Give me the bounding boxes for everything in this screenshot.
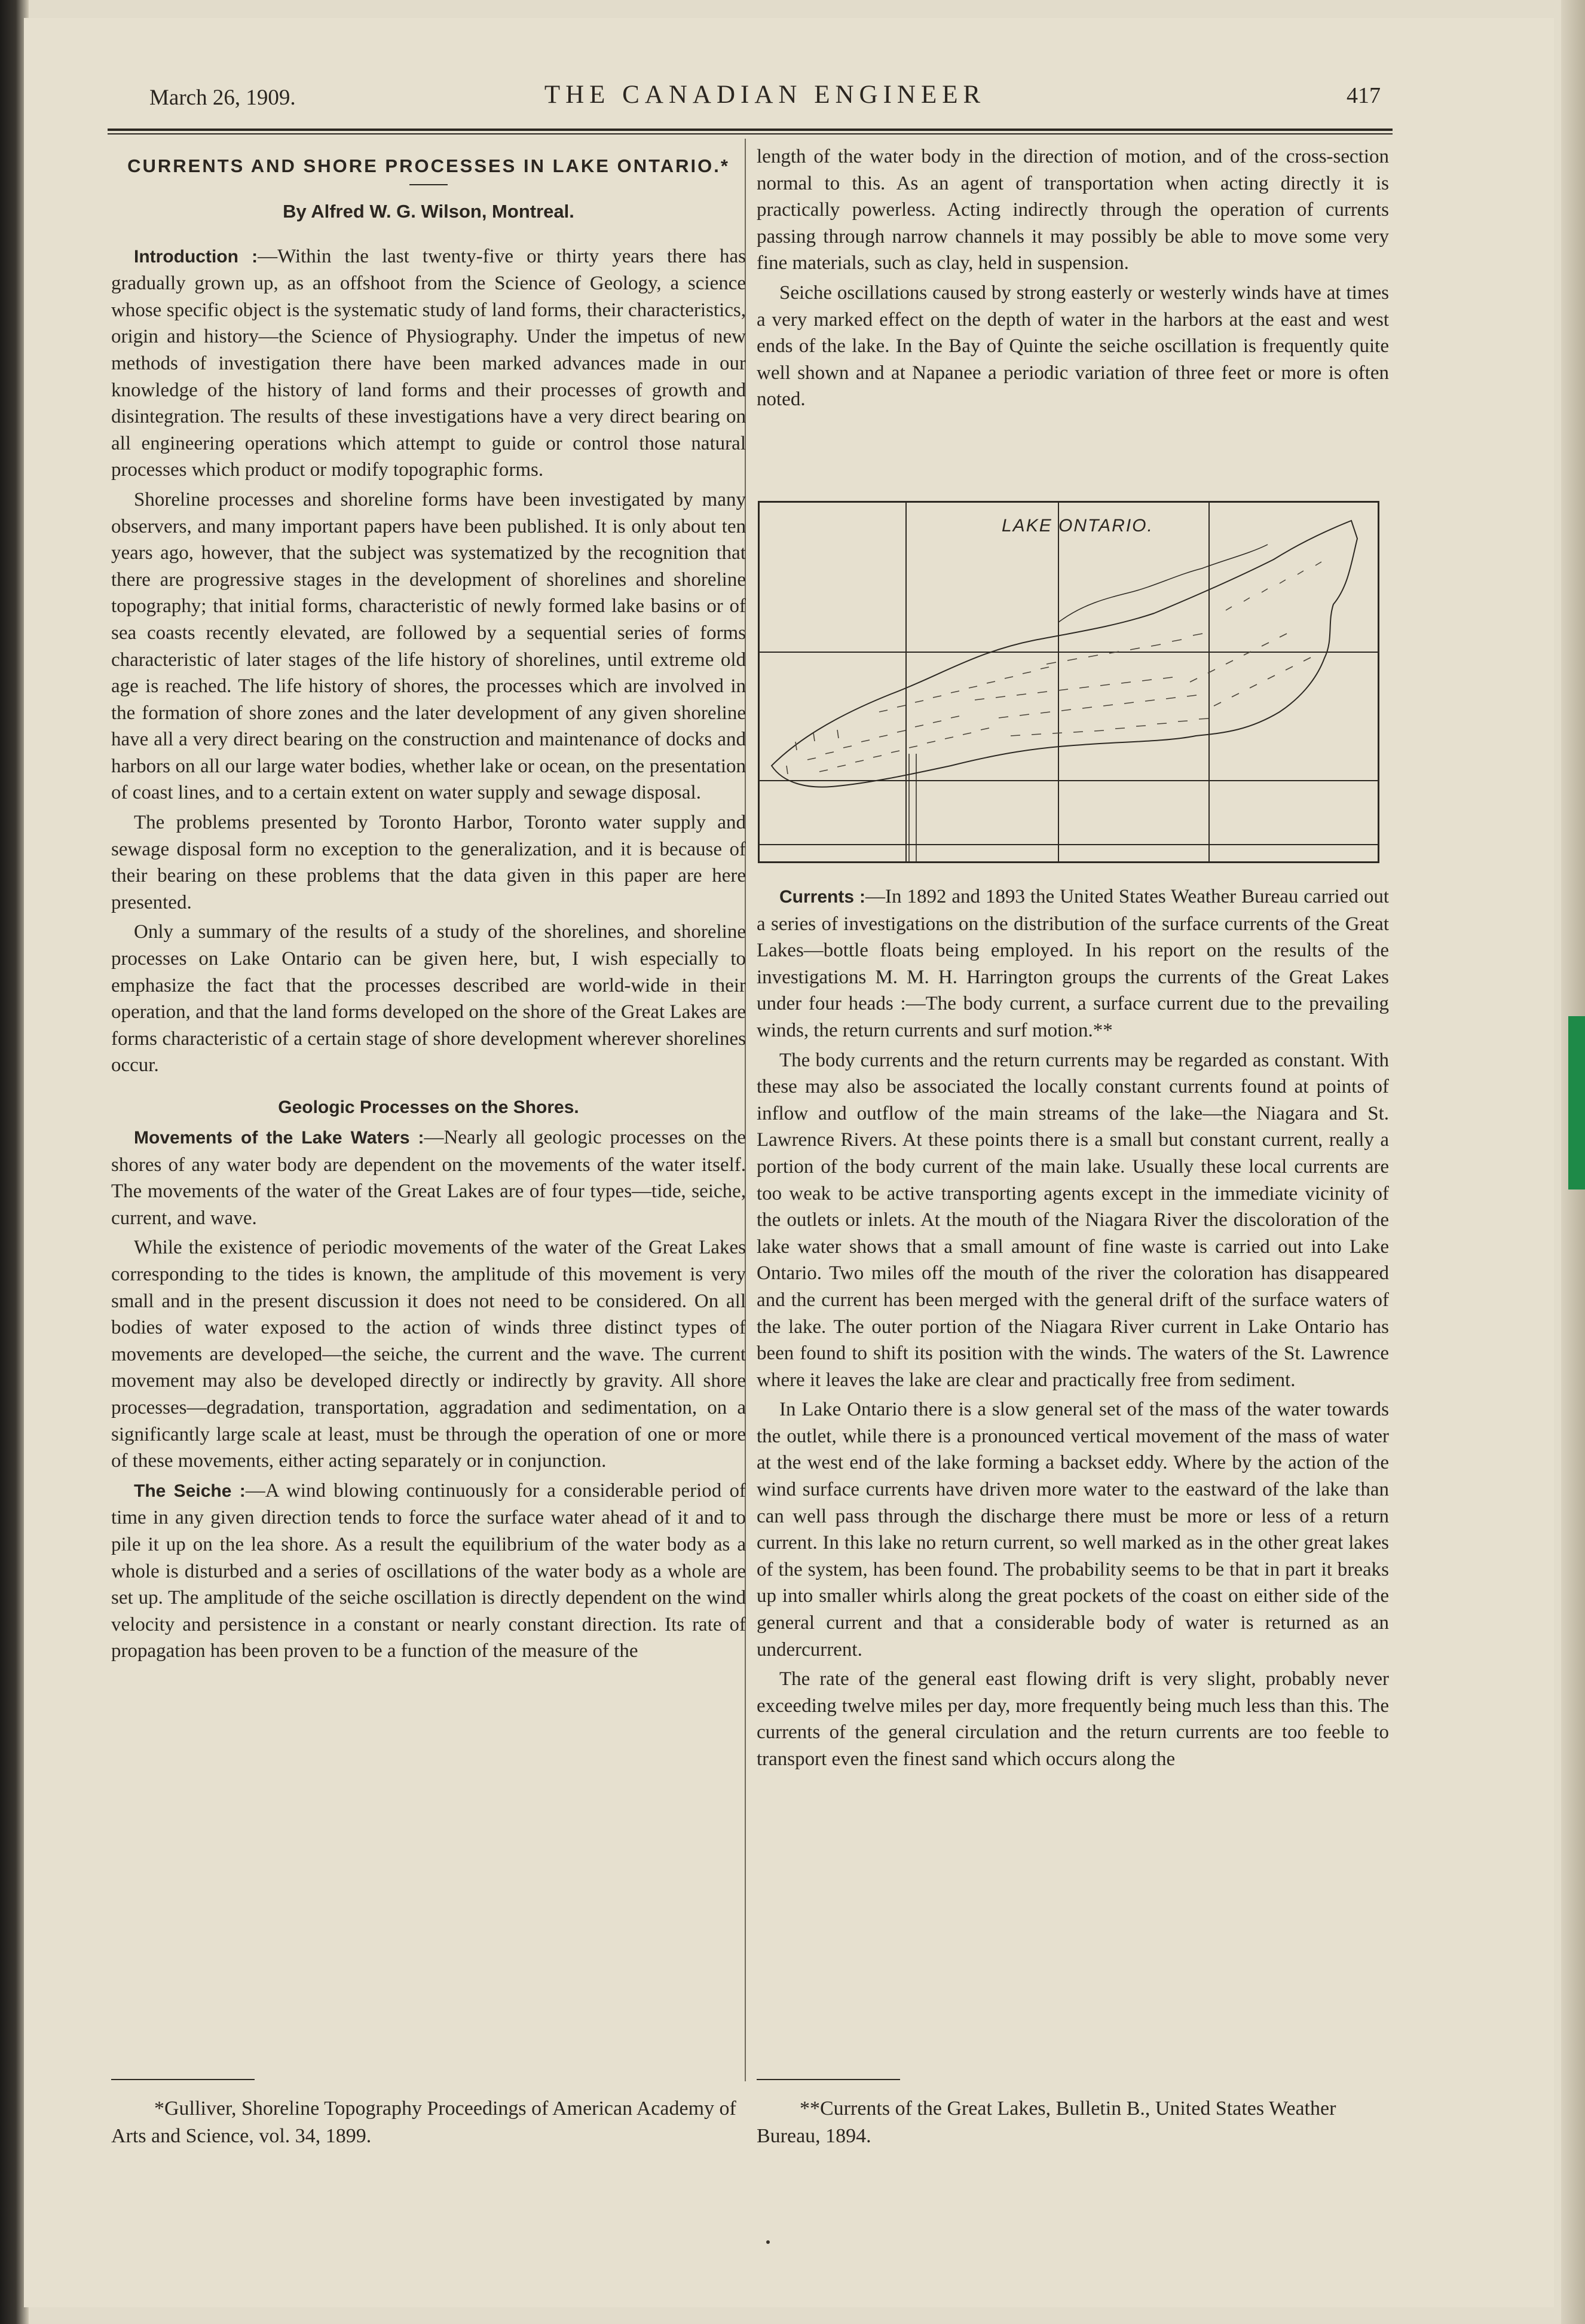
footnote-rule <box>757 2079 900 2080</box>
lead-currents: Currents : <box>779 887 866 907</box>
lake-ontario-map <box>758 501 1379 863</box>
paragraph: In Lake Ontario there is a slow general set of the mass of the water towards the outlet, while there is a pronounced vertical movement of the mass of water at the west end of the lake forming a backset eddy. Where by the action of the wind surface currents have driven more water to the eastward of the lake than can well pass through the discharge there must be more or less of a return current. In this lake no return current, so well marked as in the other great lakes of the system, has been found. The probability seems to be that in part it breaks up into smaller whirls along the great pockets of the coast on either side of the general current and that a considerable body of water is returned as an undercurrent. <box>757 1399 1389 1661</box>
paragraph: While the existence of periodic movements of the water of the Great Lakes corresponding to the tides is known, the amplitude of this movement is very small and in the present discussion it does not need to be considered. On all bodies of water exposed to the action of winds three distinct types of movements are developed—the seiche, the current and the wave. The current movement may also be developed directly or indirectly by gravity. All shore processes—degradation, transportation, aggradation and sedimentation, on a significantly large scale at least, must be through the operation of one or more of these movements, either acting separately or in conjunction. <box>111 1237 746 1472</box>
running-header <box>149 78 1381 120</box>
paragraph: The rate of the general east flowing drift is very slight, probably never exceeding twelve miles per day, more frequently being much less than this. The currents of the general circulation and the return currents are too feeble to transport even the finest sand which occurs along the <box>757 1668 1389 1770</box>
text-seiche: —A wind blowing continuously for a considerable period of time in any given direction tends to force the surface water ahead of it and to pile it up on the lea shore. As a result the equilibrium of the water body as a whole is disturbed and a series of oscillations of the water body as a whole are set up. The amplitude of the seiche oscillation is directly dependent on the wind velocity and persistence in a constant or nearly constant direction. Its rate of propagation has been proven to be a function of the measure of the <box>111 1479 746 1662</box>
paragraph: The problems presented by Toronto Harbor, Toronto water supply and sewage disposal form no exception to the generalization, and it is because of their bearing on these problems that the data given in this paper are here presented. <box>111 812 746 913</box>
paragraph: The body currents and the return currents may be regarded as constant. With these may also be associated the locally constant currents found at points of inflow and outflow of the main streams of the lake—the Niagara and St. Lawrence Rivers. At these points there is a small but constant current, really a portion of the body current of the main lake. Usually these local currents are too weak to be active transporting agents except in the immediate vicinity of the outlets or inlets. At the mouth of the Niagara River the discoloration of the lake water shows that a small amount of fine waste is carried out into Lake Ontario. Two miles off the mouth of the river the coloration has disappeared and the current has been merged with the general drift of the surface waters of the lake. The outer portion of the Niagara River current in Lake Ontario has been found to shift its position with the winds. The waters of the St. Lawrence where it leaves the lake are clear and practically free from sediment. <box>757 1049 1389 1391</box>
page-number: 417 <box>1347 83 1381 108</box>
map-title: LAKE ONTARIO. <box>1002 516 1153 536</box>
article-title: CURRENTS AND SHORE PROCESSES IN LAKE ONTARIO.* <box>127 155 730 176</box>
section-heading: Geologic Processes on the Shores. <box>278 1097 579 1117</box>
paragraph: Only a summary of the results of a study of the shorelines, and shoreline processes on Lake Ontario can be given here, but, I wish especially to emphasize the fact that the processes described are world-wide in their operation, and that the land forms developed on the shore of the Great Lakes are forms characteristic of a certain stage of shore development wherever shorelines occur. <box>111 921 746 1077</box>
header-rule <box>108 129 1393 131</box>
paragraph: length of the water body in the direction of motion, and of the cross-section normal to this. As an agent of transportation when acting directly it is practically powerless. Acting indirectly through the operation of currents passing through narrow channels it may possibly be able to move some very fine materials, such as clay, held in suspension. <box>757 146 1389 274</box>
right-column-lower <box>757 883 1389 1776</box>
footnote-weather-bureau: **Currents of the Great Lakes, Bulletin B., United States Weather Bureau, 1894. <box>757 2097 1336 2147</box>
paragraph: Seiche oscillations caused by strong easterly or westerly winds have at times a very marked effect on the depth of water in the harbors at the east and west ends of the lake. In the Bay of Quinte the seiche oscillation is frequently quite well shown and at Napanee a periodic variation of three feet or more is often noted. <box>757 282 1389 411</box>
right-column <box>757 143 1389 416</box>
paragraph-introduction <box>111 243 746 484</box>
text-movements: —Nearly all geologic processes on the shores of any water body are dependent on the movements of the water itself. The movements of the water of the Great Lakes are of four types—tide, seiche, current, and wave. <box>111 1127 746 1229</box>
footnote-gulliver: *Gulliver, Shoreline Topography Proceedings of American Academy of Arts and Science, vol. 34, 1899. <box>111 2097 736 2147</box>
journal-title: THE CANADIAN ENGINEER <box>544 81 986 109</box>
paragraph-seiche <box>111 1478 746 1665</box>
text-introduction: —Within the last twenty-five or thirty years there has gradually grown up, as an offshoot from the Science of Geology, a science whose specific object is the systematic study of land forms, their characteristics, origin and history—the Science of Physiography. Under the impetus of new methods of investigation there have been marked advances made in our knowledge of the history of land forms and their processes of growth and disintegration. The results of these investigations have a very direct bearing on all engineering operations which attempt to guide or control those natural processes which product or modify topographic forms. <box>111 245 746 481</box>
map-drawing <box>760 503 1378 861</box>
header-rule-thin <box>108 133 1393 134</box>
green-tab-marker <box>1568 1016 1585 1189</box>
paragraph: Shoreline processes and shoreline forms have been investigated by many observers, and many important papers have been published. It is only about ten years ago, however, that the subject was systematized by the recognition that there are progressive stages in the development of shorelines and shoreline topography; that initial forms, characteristic of newly formed lake basins or of sea coasts recently elevated, are followed by a sequential series of forms characteristic of later stages of the life history of shorelines, until extreme old age is reached. The life history of shores, the processes which are involved in the formation of shore zones and the later development of any given shoreline have all a very direct bearing on the construction and maintenance of docks and harbors on all our large water bodies, whether lake or ocean, on the presentation of coast lines, and to a certain extent on water supply and sewage disposal. <box>111 488 746 804</box>
lead-movements: Movements of the Lake Waters : <box>134 1128 424 1148</box>
footnote-rule <box>111 2079 255 2080</box>
byline: By Alfred W. G. Wilson, Montreal. <box>283 201 574 222</box>
lead-introduction: Introduction : <box>134 246 258 267</box>
stray-mark <box>766 2240 770 2244</box>
header-date: March 26, 1909. <box>149 85 296 110</box>
text-currents: —In 1892 and 1893 the United States Weather Bureau carried out a series of investigations on the distribution of the surface currents of the Great Lakes—bottle floats being employed. In his report on the results of the investigations M. M. H. Harrington groups the currents of the Great Lakes under four heads :—The body current, a surface current due to the prevailing winds, the return currents and surf motion.** <box>757 886 1389 1041</box>
title-rule <box>409 184 448 185</box>
lead-seiche: The Seiche : <box>134 1481 246 1501</box>
left-column <box>111 153 746 1668</box>
paragraph-movements <box>111 1124 746 1231</box>
paragraph-currents <box>757 883 1389 1044</box>
